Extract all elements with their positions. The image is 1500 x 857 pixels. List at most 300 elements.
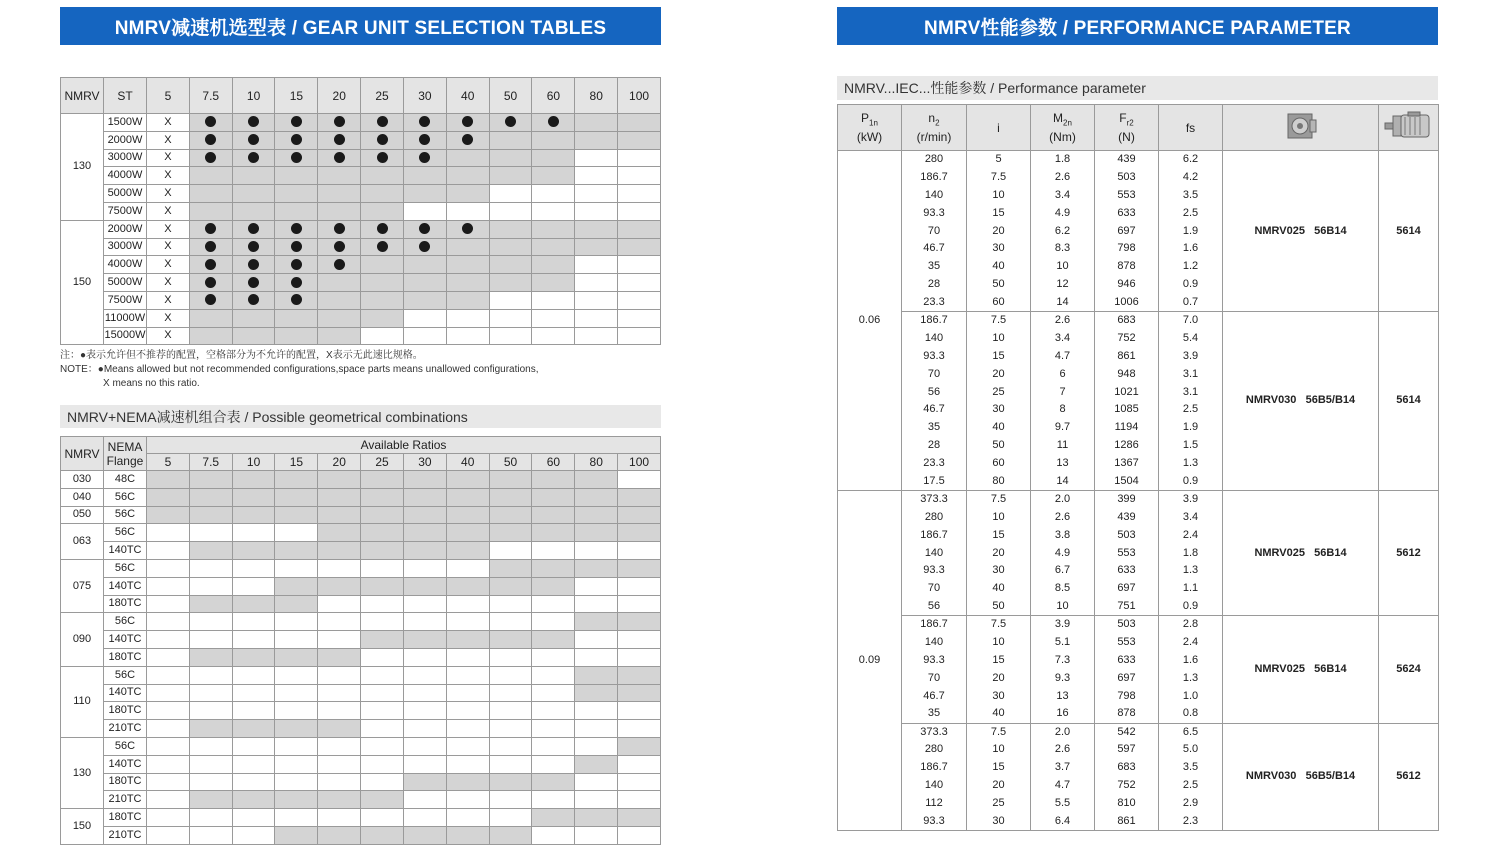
ratio-cell — [618, 577, 661, 595]
ratio-header: 20 — [318, 78, 361, 114]
table-row — [838, 616, 1439, 634]
ratio-cell — [361, 826, 404, 844]
value-cell: 28 — [902, 437, 967, 455]
size-cell: 110 — [61, 666, 104, 737]
ratio-cell — [532, 471, 575, 489]
ratio-cell — [232, 702, 275, 720]
value-cell: 280 — [902, 151, 967, 169]
value-cell: 15 — [967, 347, 1031, 365]
ratio-cell — [318, 702, 361, 720]
ratio-cell — [275, 684, 318, 702]
value-cell: 878 — [1095, 258, 1159, 276]
value-cell: 752 — [1095, 777, 1159, 795]
ratio-cell — [532, 755, 575, 773]
table-row — [61, 238, 661, 256]
ratio-cell — [575, 809, 618, 827]
ratio-cell — [147, 666, 190, 684]
ratio-header: 60 — [532, 78, 575, 114]
value-cell: 13 — [1031, 687, 1095, 705]
ratio-cell — [489, 773, 532, 791]
gearbox-model-cell: NMRV025 56B14 — [1223, 151, 1379, 312]
ratio-cell-x: X — [147, 291, 190, 309]
ratio-cell — [275, 131, 318, 149]
ratio-header: 80 — [575, 454, 618, 471]
ratio-cell — [532, 524, 575, 542]
value-cell: 40 — [967, 258, 1031, 276]
ratio-cell — [575, 559, 618, 577]
ratio-cell — [446, 613, 489, 631]
value-cell: 30 — [967, 401, 1031, 419]
header-output-speed: $n_2$ (r/min) — [902, 105, 967, 151]
st-cell: 4000W — [104, 167, 147, 185]
value-cell: 140 — [902, 186, 967, 204]
value-cell: 1085 — [1095, 401, 1159, 419]
ratio-cell — [403, 720, 446, 738]
ratio-cell — [189, 238, 232, 256]
value-cell: 697 — [1095, 669, 1159, 687]
ratio-cell — [232, 149, 275, 167]
table-row — [838, 312, 1439, 330]
value-cell: 10 — [1031, 598, 1095, 616]
value-cell: 3.4 — [1159, 508, 1223, 526]
st-cell: 7500W — [104, 291, 147, 309]
nema-combinations-title: NMRV+NEMA减速机组合表 / Possible geometrical combinations — [60, 405, 661, 428]
value-cell: 0.9 — [1159, 276, 1223, 294]
ratio-cell — [575, 773, 618, 791]
ratio-cell — [532, 613, 575, 631]
flange-cell: 180TC — [104, 595, 147, 613]
value-cell: 1.3 — [1159, 669, 1223, 687]
ratio-cell — [403, 506, 446, 524]
value-cell: 4.7 — [1031, 347, 1095, 365]
value-cell: 3.8 — [1031, 526, 1095, 544]
ratio-header: 25 — [361, 78, 404, 114]
ratio-cell — [403, 291, 446, 309]
ratio-cell — [446, 559, 489, 577]
ratio-cell — [489, 185, 532, 203]
ratio-header: 100 — [618, 78, 661, 114]
allowed-dot-icon — [291, 152, 302, 163]
allowed-dot-icon — [248, 241, 259, 252]
ratio-cell — [189, 488, 232, 506]
allowed-dot-icon — [334, 116, 345, 127]
value-cell: 683 — [1095, 312, 1159, 330]
ratio-cell — [147, 773, 190, 791]
value-cell: 7.5 — [967, 168, 1031, 186]
value-cell: 70 — [902, 669, 967, 687]
ratio-cell — [489, 684, 532, 702]
allowed-dot-icon — [205, 134, 216, 145]
ratio-cell — [189, 114, 232, 132]
ratio-cell — [189, 702, 232, 720]
ratio-cell — [489, 755, 532, 773]
value-cell: 20 — [967, 544, 1031, 562]
ratio-cell — [275, 327, 318, 345]
ratio-cell — [532, 737, 575, 755]
header-power: $P_{1n}$ (kW) — [838, 105, 902, 151]
ratio-cell — [232, 167, 275, 185]
flange-cell: 56C — [104, 488, 147, 506]
flange-cell: 56C — [104, 666, 147, 684]
ratio-cell — [232, 238, 275, 256]
value-cell: 56 — [902, 598, 967, 616]
value-cell: 1.1 — [1159, 580, 1223, 598]
ratio-cell — [147, 702, 190, 720]
ratio-cell — [361, 666, 404, 684]
value-cell: 10 — [1031, 258, 1095, 276]
ratio-cell — [147, 488, 190, 506]
ratio-cell — [618, 274, 661, 292]
ratio-cell — [575, 291, 618, 309]
ratio-cell — [489, 666, 532, 684]
allowed-dot-icon — [334, 259, 345, 270]
ratio-cell — [575, 256, 618, 274]
ratio-cell — [361, 684, 404, 702]
allowed-dot-icon — [377, 152, 388, 163]
table-row — [61, 826, 661, 844]
allowed-dot-icon — [291, 294, 302, 305]
ratio-cell — [232, 291, 275, 309]
value-cell: 7.3 — [1031, 651, 1095, 669]
table-row — [838, 151, 1439, 169]
ratio-cell-x: X — [147, 220, 190, 238]
ratio-cell — [489, 238, 532, 256]
ratio-cell — [403, 577, 446, 595]
ratio-cell — [361, 167, 404, 185]
allowed-dot-icon — [377, 241, 388, 252]
ratio-cell — [403, 167, 446, 185]
ratio-cell — [618, 773, 661, 791]
ratio-cell — [618, 220, 661, 238]
ratio-cell — [489, 291, 532, 309]
ratio-cell — [532, 809, 575, 827]
value-cell: 946 — [1095, 276, 1159, 294]
ratio-cell — [446, 542, 489, 560]
flange-cell: 210TC — [104, 720, 147, 738]
ratio-cell — [147, 595, 190, 613]
ratio-cell — [275, 524, 318, 542]
value-cell: 553 — [1095, 544, 1159, 562]
ratio-cell — [489, 559, 532, 577]
ratio-cell — [489, 542, 532, 560]
ratio-cell — [403, 309, 446, 327]
value-cell: 23.3 — [902, 294, 967, 312]
ratio-cell — [446, 631, 489, 649]
value-cell: 3.1 — [1159, 383, 1223, 401]
ratio-header: 100 — [618, 454, 661, 471]
ratio-cell — [275, 488, 318, 506]
value-cell: 2.8 — [1159, 616, 1223, 634]
value-cell: 40 — [967, 419, 1031, 437]
size-cell: 130 — [61, 737, 104, 808]
table-row — [61, 559, 661, 577]
value-cell: 10 — [967, 741, 1031, 759]
ratio-cell — [361, 220, 404, 238]
value-cell: 503 — [1095, 616, 1159, 634]
value-cell: 752 — [1095, 329, 1159, 347]
allowed-dot-icon — [291, 259, 302, 270]
ratio-cell — [575, 524, 618, 542]
ratio-cell — [189, 471, 232, 489]
value-cell: 6.2 — [1031, 222, 1095, 240]
value-cell: 5 — [967, 151, 1031, 169]
value-cell: 7.5 — [967, 312, 1031, 330]
value-cell: 5.1 — [1031, 634, 1095, 652]
st-cell: 5000W — [104, 274, 147, 292]
ratio-cell — [275, 791, 318, 809]
st-cell: 2000W — [104, 131, 147, 149]
ratio-cell — [232, 220, 275, 238]
ratio-cell — [532, 202, 575, 220]
ratio-cell — [618, 631, 661, 649]
ratio-cell — [189, 506, 232, 524]
col-nmrv-header: NMRV — [61, 437, 104, 471]
ratio-cell — [403, 256, 446, 274]
value-cell: 46.7 — [902, 401, 967, 419]
header-row — [61, 437, 661, 454]
allowed-dot-icon — [248, 152, 259, 163]
ratio-cell — [618, 167, 661, 185]
value-cell: 1.9 — [1159, 222, 1223, 240]
value-cell: 10 — [967, 329, 1031, 347]
ratio-cell — [189, 791, 232, 809]
ratio-cell — [232, 755, 275, 773]
value-cell: 1286 — [1095, 437, 1159, 455]
ratio-header: 80 — [575, 78, 618, 114]
value-cell: 46.7 — [902, 687, 967, 705]
ratio-header: 20 — [318, 454, 361, 471]
ratio-cell — [318, 595, 361, 613]
ratio-cell — [403, 220, 446, 238]
ratio-cell — [446, 471, 489, 489]
ratio-cell — [361, 631, 404, 649]
ratio-cell — [275, 185, 318, 203]
value-cell: 6.4 — [1031, 812, 1095, 830]
ratio-cell — [618, 559, 661, 577]
ratio-cell — [361, 809, 404, 827]
ratio-cell — [361, 291, 404, 309]
ratio-cell — [361, 791, 404, 809]
ratio-cell — [618, 238, 661, 256]
flange-cell: 210TC — [104, 826, 147, 844]
ratio-cell — [318, 309, 361, 327]
table-row — [61, 471, 661, 489]
allowed-dot-icon — [334, 152, 345, 163]
worm-gearbox-icon — [1284, 110, 1318, 142]
ratio-cell-x: X — [147, 131, 190, 149]
ratio-header: 30 — [403, 78, 446, 114]
ratio-cell-x: X — [147, 327, 190, 345]
ratio-cell — [361, 613, 404, 631]
nema-combinations-table — [60, 436, 661, 845]
flange-cell: 180TC — [104, 809, 147, 827]
ratio-cell — [575, 220, 618, 238]
value-cell: 2.9 — [1159, 795, 1223, 813]
ratio-cell — [361, 114, 404, 132]
value-cell: 15 — [967, 204, 1031, 222]
value-cell: 861 — [1095, 347, 1159, 365]
allowed-dot-icon — [377, 223, 388, 234]
table-row — [61, 131, 661, 149]
ratio-cell — [361, 524, 404, 542]
allowed-dot-icon — [205, 116, 216, 127]
ratio-cell — [446, 185, 489, 203]
ratio-cell — [575, 309, 618, 327]
table-row — [61, 220, 661, 238]
ratio-cell — [575, 202, 618, 220]
allowed-dot-icon — [205, 277, 216, 288]
ratio-cell — [318, 648, 361, 666]
allowed-dot-icon — [291, 134, 302, 145]
ratio-cell — [275, 737, 318, 755]
ratio-cell — [361, 773, 404, 791]
ratio-cell — [618, 524, 661, 542]
ratio-cell — [147, 471, 190, 489]
allowed-dot-icon — [419, 116, 430, 127]
ratio-cell — [489, 720, 532, 738]
ratio-cell — [446, 327, 489, 345]
ratio-cell — [361, 238, 404, 256]
ratio-cell — [189, 542, 232, 560]
value-cell: 2.6 — [1031, 508, 1095, 526]
ratio-cell — [275, 542, 318, 560]
ratio-cell — [232, 826, 275, 844]
value-cell: 35 — [902, 705, 967, 723]
value-cell: 1367 — [1095, 455, 1159, 473]
ratio-cell — [275, 631, 318, 649]
ratio-cell — [403, 809, 446, 827]
ratio-cell — [232, 631, 275, 649]
value-cell: 5.5 — [1031, 795, 1095, 813]
ratio-cell — [232, 809, 275, 827]
ratio-cell — [618, 737, 661, 755]
value-cell: 140 — [902, 544, 967, 562]
ratio-cell — [532, 488, 575, 506]
ratio-cell — [232, 274, 275, 292]
value-cell: 1006 — [1095, 294, 1159, 312]
value-cell: 751 — [1095, 598, 1159, 616]
ratio-cell — [275, 720, 318, 738]
value-cell: 14 — [1031, 473, 1095, 491]
ratio-cell — [318, 131, 361, 149]
ratio-cell — [232, 737, 275, 755]
value-cell: 16 — [1031, 705, 1095, 723]
value-cell: 0.9 — [1159, 598, 1223, 616]
ratio-cell — [575, 185, 618, 203]
value-cell: 1.2 — [1159, 258, 1223, 276]
ratio-cell — [361, 274, 404, 292]
table-row — [61, 755, 661, 773]
ratio-cell — [189, 737, 232, 755]
ratio-cell — [232, 684, 275, 702]
value-cell: 70 — [902, 365, 967, 383]
ratio-cell-x: X — [147, 114, 190, 132]
flange-cell: 140TC — [104, 577, 147, 595]
allowed-dot-icon — [334, 223, 345, 234]
value-cell: 697 — [1095, 222, 1159, 240]
value-cell: 93.3 — [902, 812, 967, 830]
ratio-header: 50 — [489, 454, 532, 471]
size-cell: 090 — [61, 613, 104, 666]
ratio-cell — [532, 114, 575, 132]
table-row — [61, 577, 661, 595]
allowed-dot-icon — [248, 277, 259, 288]
ratio-cell — [446, 274, 489, 292]
value-cell: 186.7 — [902, 616, 967, 634]
note-en-1: NOTE：●Means allowed but not recommended configurations,space parts means unallowed configurations, — [60, 364, 539, 375]
power-cell: 0.06 — [838, 151, 902, 491]
ratio-cell — [318, 471, 361, 489]
ratio-cell — [489, 631, 532, 649]
table-row — [61, 702, 661, 720]
value-cell: 9.7 — [1031, 419, 1095, 437]
ratio-cell — [275, 755, 318, 773]
ratio-cell — [489, 131, 532, 149]
ratio-cell — [618, 471, 661, 489]
ratio-cell — [446, 791, 489, 809]
value-cell: 5.0 — [1159, 741, 1223, 759]
ratio-cell — [575, 274, 618, 292]
ratio-cell — [446, 648, 489, 666]
table-row — [61, 737, 661, 755]
value-cell: 2.4 — [1159, 634, 1223, 652]
allowed-dot-icon — [377, 134, 388, 145]
ratio-cell — [232, 131, 275, 149]
st-cell: 7500W — [104, 202, 147, 220]
value-cell: 14 — [1031, 294, 1095, 312]
value-cell: 8 — [1031, 401, 1095, 419]
ratio-cell — [232, 720, 275, 738]
value-cell: 2.5 — [1159, 401, 1223, 419]
ratio-cell — [489, 506, 532, 524]
header-radial-load: $F_{r2}$ (N) — [1095, 105, 1159, 151]
ratio-cell — [489, 737, 532, 755]
ratio-cell — [532, 327, 575, 345]
col-flange-header: NEMA Flange — [104, 437, 147, 471]
ratio-cell — [275, 471, 318, 489]
gearbox-model-cell: NMRV025 56B14 — [1223, 616, 1379, 723]
ratio-cell — [189, 595, 232, 613]
ratio-cell — [403, 488, 446, 506]
ratio-cell — [189, 291, 232, 309]
ratio-cell — [232, 542, 275, 560]
ratio-header: 10 — [232, 78, 275, 114]
st-cell: 11000W — [104, 309, 147, 327]
ratio-cell — [618, 826, 661, 844]
performance-parameter-title: NMRV...IEC...性能参数 / Performance parameter — [837, 76, 1438, 100]
ratio-cell — [147, 826, 190, 844]
ratio-cell — [446, 309, 489, 327]
value-cell: 6 — [1031, 365, 1095, 383]
motor-model-cell: 5614 — [1379, 151, 1439, 312]
flange-cell: 56C — [104, 613, 147, 631]
ratio-cell — [532, 542, 575, 560]
ratio-cell — [232, 773, 275, 791]
ratio-cell-x: X — [147, 274, 190, 292]
ratio-cell — [147, 524, 190, 542]
ratio-cell — [532, 238, 575, 256]
flange-cell: 140TC — [104, 631, 147, 649]
ratio-cell — [618, 114, 661, 132]
ratio-header: 25 — [361, 454, 404, 471]
value-cell: 3.4 — [1031, 186, 1095, 204]
ratio-cell — [189, 256, 232, 274]
ratio-cell — [147, 542, 190, 560]
table-row — [61, 613, 661, 631]
value-cell: 17.5 — [902, 473, 967, 491]
ratio-cell — [532, 506, 575, 524]
value-cell: 10 — [967, 508, 1031, 526]
